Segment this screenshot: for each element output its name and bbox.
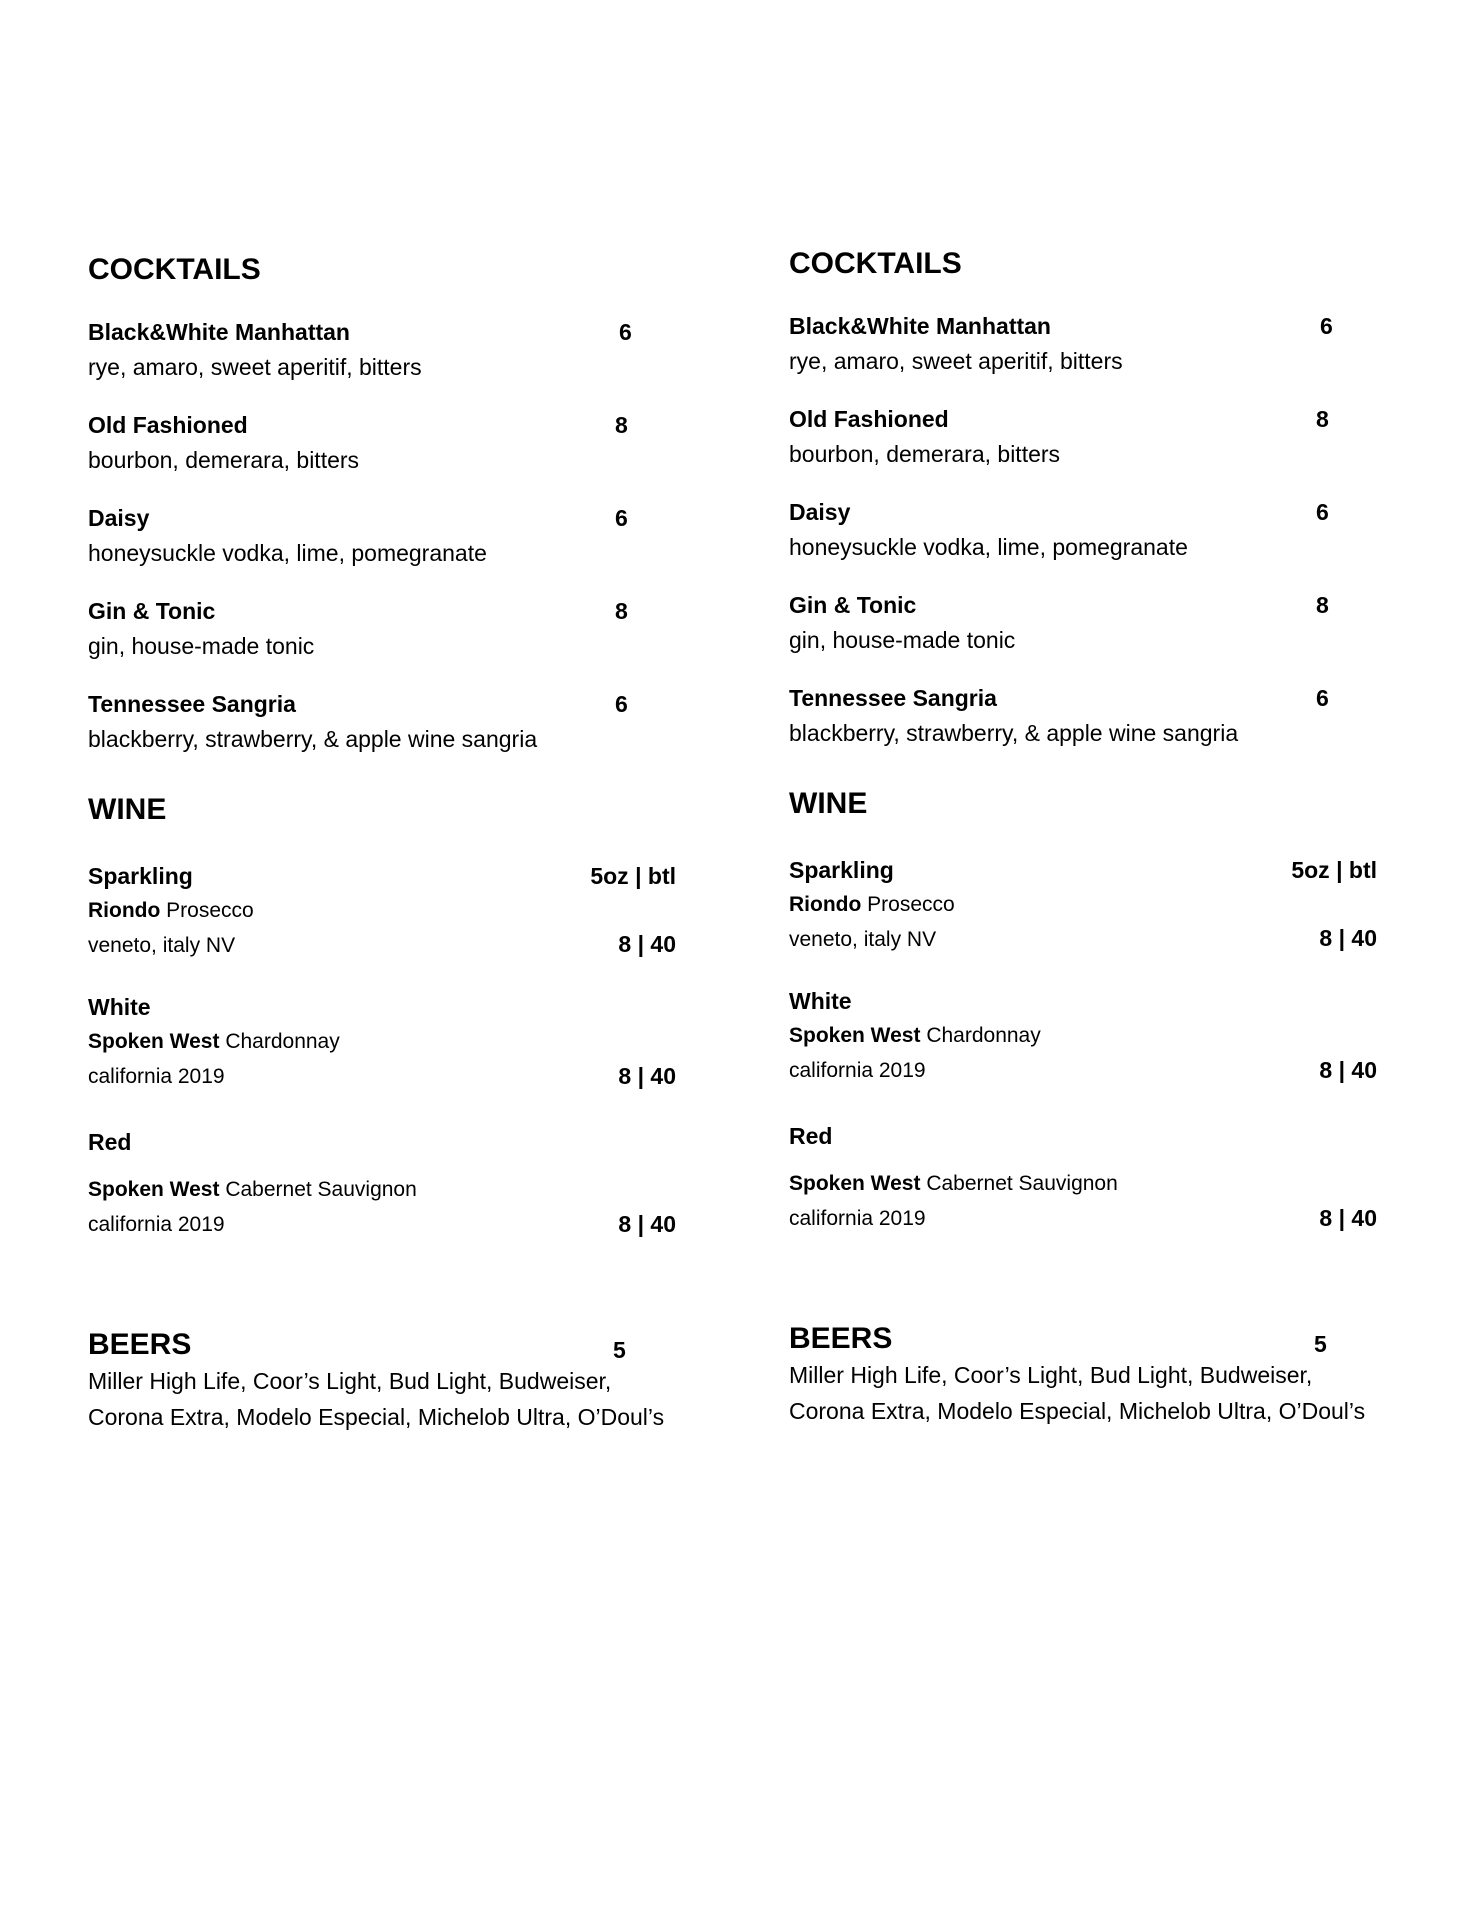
wine-name [88,1177,417,1203]
wine-price: 8 | 40 [618,1211,676,1237]
wine-origin: california 2019 [88,1065,225,1088]
cocktail-description: rye, amaro, sweet aperitif, bitters [88,354,422,380]
wine-category-sparkling: Sparkling [789,857,894,883]
wine-producer: Riondo [88,899,161,922]
wine-producer: Riondo [789,893,862,916]
wine-varietal: Prosecco [861,893,955,916]
cocktail-price: 8 [615,598,628,624]
cocktail-price: 6 [615,691,628,717]
wine-name [88,898,254,924]
wine-category-white: White [789,988,852,1014]
cocktail-name: Daisy [88,505,150,531]
wine-category-red: Red [88,1129,132,1155]
wine-varietal: Chardonnay [920,1024,1041,1047]
cocktail-description: honeysuckle vodka, lime, pomegranate [789,534,1188,560]
wine-price: 8 | 40 [1319,925,1377,951]
cocktail-price: 6 [1320,313,1333,339]
wine-name [88,1029,340,1055]
wine-category-red: Red [789,1123,833,1149]
wine-varietal: Cabernet Sauvignon [920,1172,1118,1195]
wine-category-sparkling: Sparkling [88,863,193,889]
cocktail-description: gin, house-made tonic [88,633,315,659]
cocktail-price: 6 [615,505,628,531]
cocktail-description: rye, amaro, sweet aperitif, bitters [789,348,1123,374]
wine-name [789,1171,1118,1197]
wine-producer: Spoken West [789,1172,921,1195]
wine-origin: california 2019 [789,1207,926,1230]
cocktail-name: Black&White Manhattan [789,313,1051,339]
beer-list: Miller High Life, Coor’s Light, Bud Light, Budweiser, Corona Extra, Modelo Especial, Michelob Ultra, O’Doul’s [88,1368,665,1430]
cocktail-price: 6 [1316,499,1329,525]
cocktail-price: 8 [615,412,628,438]
cocktail-price: 8 [1316,406,1329,432]
wine-price: 8 | 40 [1319,1205,1377,1231]
wine-price: 8 | 40 [618,931,676,957]
cocktail-price: 8 [1316,592,1329,618]
beer-price: 5 [613,1337,626,1363]
cocktail-description: blackberry, strawberry, & apple wine sangria [88,726,538,752]
cocktail-name: Old Fashioned [88,412,248,438]
beers-heading: BEERS [88,1328,192,1361]
wine-heading: WINE [88,793,167,826]
cocktail-description: blackberry, strawberry, & apple wine sangria [789,720,1239,746]
wine-price: 8 | 40 [1319,1057,1377,1083]
cocktail-description: honeysuckle vodka, lime, pomegranate [88,540,487,566]
wine-heading: WINE [789,787,868,820]
cocktail-name: Gin & Tonic [789,592,917,618]
wine-name [789,1023,1041,1049]
wine-origin: veneto, italy NV [88,934,236,957]
cocktail-name: Old Fashioned [789,406,949,432]
cocktail-description: gin, house-made tonic [789,627,1016,653]
wine-varietal: Cabernet Sauvignon [219,1178,417,1201]
wine-producer: Spoken West [789,1024,921,1047]
wine-producer: Spoken West [88,1030,220,1053]
cocktail-name: Tennessee Sangria [789,685,997,711]
wine-producer: Spoken West [88,1178,220,1201]
beers-heading: BEERS [789,1322,893,1355]
cocktail-price: 6 [619,319,632,345]
wine-varietal: Prosecco [160,899,254,922]
beer-list: Miller High Life, Coor’s Light, Bud Light, Budweiser, Corona Extra, Modelo Especial, Michelob Ultra, O’Doul’s [789,1362,1366,1424]
cocktail-description: bourbon, demerara, bitters [789,441,1061,467]
cocktail-description: bourbon, demerara, bitters [88,447,360,473]
wine-origin: california 2019 [789,1059,926,1082]
cocktail-name: Black&White Manhattan [88,319,350,345]
wine-price: 8 | 40 [618,1063,676,1089]
cocktail-name: Gin & Tonic [88,598,216,624]
cocktails-heading: COCKTAILS [88,253,261,286]
beer-price: 5 [1314,1331,1327,1357]
wine-category-white: White [88,994,151,1020]
wine-origin: california 2019 [88,1213,225,1236]
wine-name [789,892,955,918]
wine-origin: veneto, italy NV [789,928,937,951]
cocktails-heading: COCKTAILS [789,247,962,280]
wine-price-column-header: 5oz | btl [590,863,676,889]
wine-price-column-header: 5oz | btl [1291,857,1377,883]
wine-varietal: Chardonnay [219,1030,340,1053]
cocktail-name: Daisy [789,499,851,525]
cocktail-name: Tennessee Sangria [88,691,296,717]
cocktail-price: 6 [1316,685,1329,711]
